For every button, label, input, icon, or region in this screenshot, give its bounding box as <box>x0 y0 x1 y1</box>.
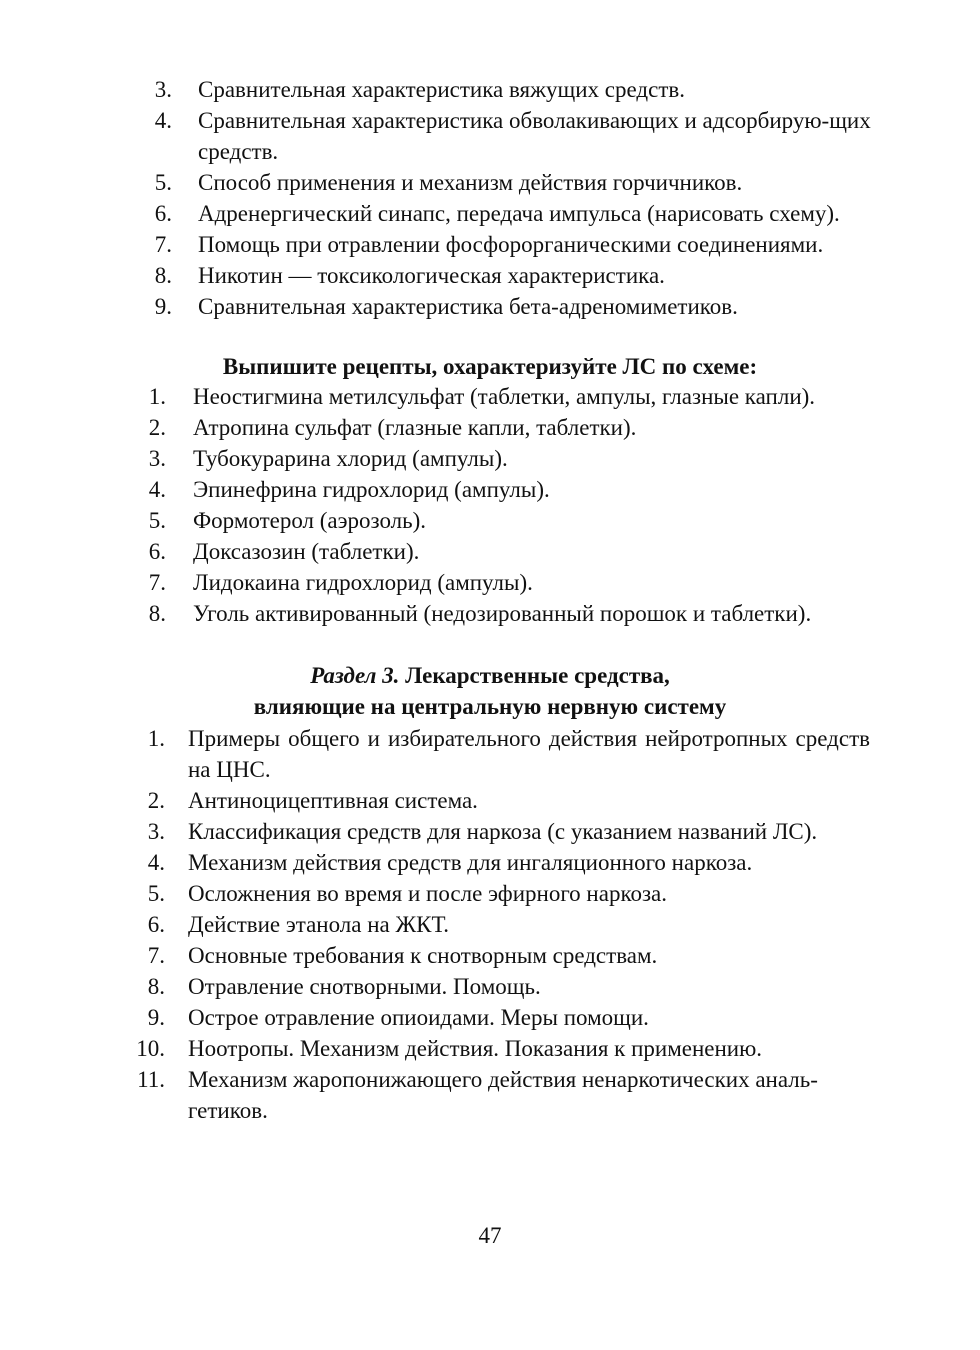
list-item <box>0 105 980 167</box>
item-number: 3. <box>147 819 165 844</box>
item-text: Действие этанола на ЖКТ. <box>188 912 449 937</box>
section-title-line-1: Лекарственные средства, <box>405 663 670 688</box>
list-item <box>0 381 980 412</box>
item-number: 3. <box>148 446 166 471</box>
list-item <box>0 1064 980 1126</box>
item-text: Механизм жаропонижающего действия ненаркотических аналь-гетиков. <box>188 1067 818 1123</box>
list-item <box>0 940 980 971</box>
item-number: 8. <box>148 601 166 626</box>
questions-list-continued <box>0 74 980 322</box>
item-text: Формотерол (аэрозоль). <box>193 508 427 533</box>
item-text: Отравление снотворными. Помощь. <box>188 974 541 999</box>
recipes-list <box>0 381 980 629</box>
item-text: Сравнительная характеристика бета-адреномиметиков. <box>198 294 738 319</box>
list-item <box>0 909 980 940</box>
item-number: 9. <box>147 1005 165 1030</box>
item-text: Атропина сульфат (глазные капли, таблетки). <box>193 415 637 440</box>
list-item <box>0 291 980 322</box>
item-number: 8. <box>147 974 165 999</box>
list-item <box>0 443 980 474</box>
item-number: 6. <box>147 912 165 937</box>
item-text: Тубокурарина хлорид (ампулы). <box>193 446 508 471</box>
item-number: 9. <box>154 294 172 319</box>
item-text: Эпинефрина гидрохлорид (ампулы). <box>193 477 550 502</box>
item-text: Лидокаина гидрохлорид (ампулы). <box>193 570 533 595</box>
list-item <box>0 74 980 105</box>
item-text: Примеры общего и избирательного действия нейротропных средств на ЦНС. <box>188 726 870 782</box>
item-number: 11. <box>137 1067 165 1092</box>
item-number: 7. <box>147 943 165 968</box>
item-number: 4. <box>148 477 166 502</box>
list-item <box>0 1002 980 1033</box>
item-text: Помощь при отравлении фосфорорганическими соединениями. <box>198 232 824 257</box>
item-text: Основные требования к снотворным средствам. <box>188 943 658 968</box>
list-item <box>0 971 980 1002</box>
list-item <box>0 847 980 878</box>
item-text: Осложнения во время и после эфирного наркоза. <box>188 881 668 906</box>
list-item <box>0 723 980 785</box>
list-item <box>0 598 980 629</box>
item-number: 4. <box>147 850 165 875</box>
item-number: 7. <box>154 232 172 257</box>
recipes-heading: Выпишите рецепты, охарактеризуйте ЛС по схеме: <box>222 354 758 379</box>
list-item <box>0 229 980 260</box>
item-text: Классификация средств для наркоза (с указанием названий ЛС). <box>188 819 818 844</box>
item-text: Адренергический синапс, передача импульса (нарисовать схему). <box>198 201 840 226</box>
item-text: Сравнительная характеристика обволакивающих и адсорбирую-щих средств. <box>198 108 871 164</box>
list-item <box>0 878 980 909</box>
list-item <box>0 412 980 443</box>
item-text: Уголь активированный (недозированный порошок и таблетки). <box>193 601 812 626</box>
item-text: Острое отравление опиоидами. Меры помощи. <box>188 1005 649 1030</box>
item-number: 10. <box>136 1036 165 1061</box>
item-number: 5. <box>148 508 166 533</box>
section-number: Раздел 3. <box>310 663 400 688</box>
list-item <box>0 260 980 291</box>
list-item <box>0 816 980 847</box>
item-text: Способ применения и механизм действия горчичников. <box>198 170 743 195</box>
item-number: 7. <box>148 570 166 595</box>
list-item <box>0 167 980 198</box>
item-number: 8. <box>154 263 172 288</box>
item-number: 1. <box>147 726 165 751</box>
list-item <box>0 567 980 598</box>
item-number: 6. <box>148 539 166 564</box>
list-item <box>0 1033 980 1064</box>
item-number: 2. <box>147 788 165 813</box>
item-text: Доксазозин (таблетки). <box>193 539 420 564</box>
list-item <box>0 785 980 816</box>
item-number: 2. <box>148 415 166 440</box>
item-number: 6. <box>154 201 172 226</box>
section-title <box>0 660 980 691</box>
item-number: 1. <box>148 384 166 409</box>
item-number: 5. <box>154 170 172 195</box>
item-text: Ноотропы. Механизм действия. Показания к применению. <box>188 1036 763 1061</box>
list-item <box>0 505 980 536</box>
item-text: Никотин — токсикологическая характеристика. <box>198 263 665 288</box>
page-number: 47 <box>478 1223 502 1248</box>
list-item <box>0 198 980 229</box>
cns-questions-list <box>0 723 980 1126</box>
item-text: Антиноцицептивная система. <box>188 788 478 813</box>
item-text: Сравнительная характеристика вяжущих средств. <box>198 77 685 102</box>
item-number: 3. <box>154 77 172 102</box>
list-item <box>0 474 980 505</box>
list-item <box>0 536 980 567</box>
item-number: 5. <box>147 881 165 906</box>
item-number: 4. <box>154 108 172 133</box>
item-text: Механизм действия средств для ингаляционного наркоза. <box>188 850 753 875</box>
section-subtitle: влияющие на центральную нервную систему <box>253 694 727 719</box>
item-text: Неостигмина метилсульфат (таблетки, ампулы, глазные капли). <box>193 384 816 409</box>
